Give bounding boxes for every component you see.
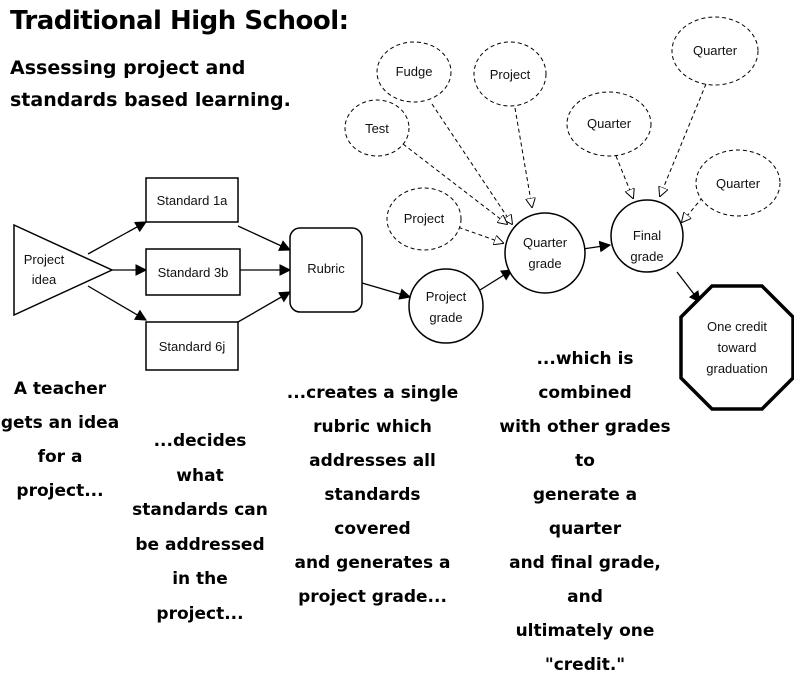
project-idea-label: Project idea <box>23 252 65 287</box>
project-mid-label: Project <box>403 211 445 226</box>
project-grade-node <box>409 269 483 343</box>
fudge-label: Fudge <box>395 64 433 79</box>
edge-projecttop-quarter <box>515 108 532 207</box>
quarter-grade-label: Quarter grade <box>522 235 568 271</box>
edge-1a-rubric <box>238 226 290 250</box>
quarter-grade-node <box>505 213 585 293</box>
edge-projectgrade-quarter <box>480 270 512 290</box>
project-grade-label: Project grade <box>425 289 467 325</box>
caption-creates-rubric: ...creates a single rubric which addresses all standards covered and generates a project grade... <box>286 383 459 607</box>
page-subtitle: Assessing project and standards based learning. <box>10 57 291 111</box>
edge-rubric-projectgrade <box>362 283 410 297</box>
standard-3b-label: Standard 3b <box>157 265 229 280</box>
standard-6j-label: Standard 6j <box>158 339 226 354</box>
edge-idea-6j <box>88 286 146 320</box>
caption-combined-grades: ...which is combined with other grades to generate a quarter and final grade, and ultimately one "credit." <box>499 349 671 675</box>
edge-quarterleft-final <box>616 156 633 198</box>
project-idea-node <box>14 225 112 315</box>
caption-decides-standards: ...decides what standards can be addressed in the project... <box>132 431 268 624</box>
edge-final-credit <box>677 272 700 302</box>
quarter-right-label: Quarter <box>715 176 761 191</box>
credit-label: One credit toward graduation <box>706 319 768 376</box>
final-grade-label: Final grade <box>630 228 664 264</box>
edge-idea-1a <box>88 222 146 254</box>
caption-teacher-idea: A teacher gets an idea for a project... <box>0 379 120 501</box>
quarter-left-label: Quarter <box>586 116 632 131</box>
edge-6j-rubric <box>238 292 290 322</box>
project-top-label: Project <box>489 67 531 82</box>
test-label: Test <box>365 121 389 136</box>
quarter-top-label: Quarter <box>692 43 738 58</box>
rubric-label: Rubric <box>307 261 345 276</box>
standard-1a-label: Standard 1a <box>156 193 228 208</box>
page-title: Traditional High School: <box>10 6 349 36</box>
